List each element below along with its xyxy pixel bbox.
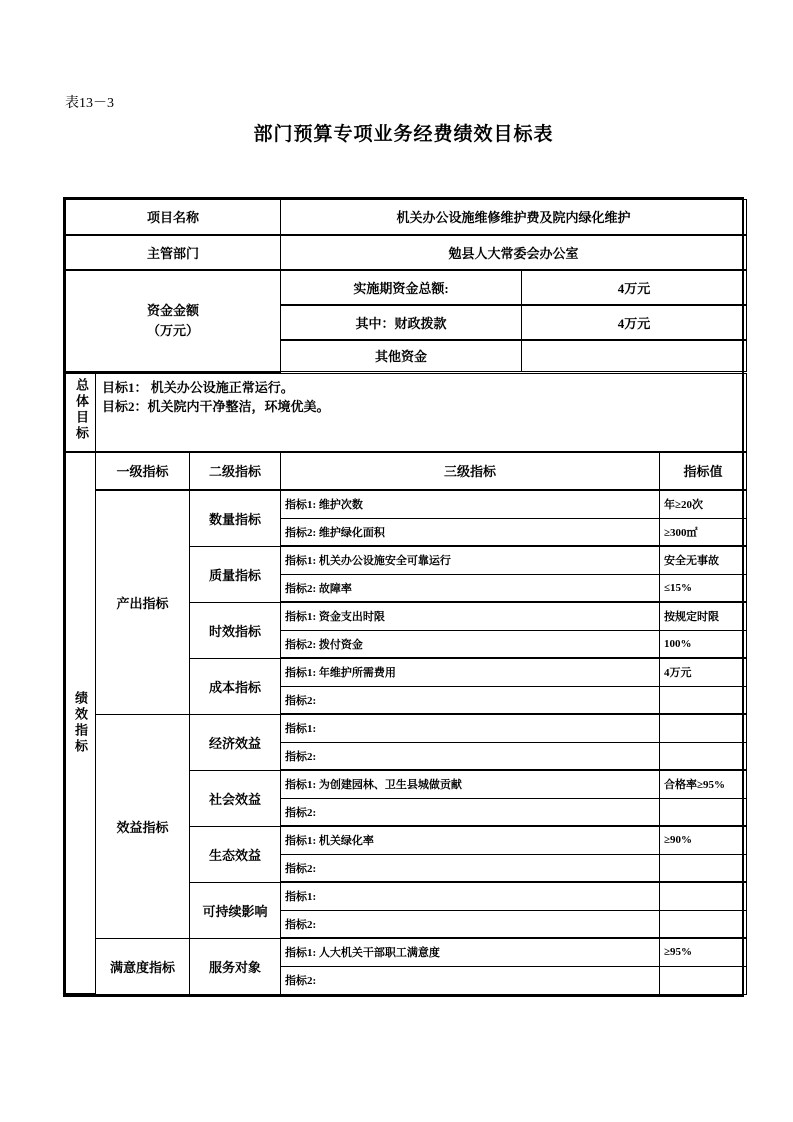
overall-goal-content <box>96 373 747 451</box>
fund-fiscal-label: 其中：财政拨款 <box>281 305 522 340</box>
overall-goal-2: 目标2：机关院内干净整洁，环境优美。 <box>102 399 330 414</box>
l3-cost-1: 指标1: 年维护所需费用 <box>281 658 660 686</box>
header-l3-indicator: 三级指标 <box>281 452 660 490</box>
l3-economic-1: 指标1: <box>281 714 660 742</box>
header-indicator-value: 指标值 <box>660 452 747 490</box>
value-service-2 <box>660 966 747 994</box>
dept-row <box>66 235 747 270</box>
fund-other-value <box>522 340 747 372</box>
l3-timeliness-1: 指标1: 资金支出时限 <box>281 602 660 630</box>
l3-sustain-1: 指标1: <box>281 882 660 910</box>
project-name-row <box>66 200 747 235</box>
value-timeliness-2: 100% <box>660 630 747 658</box>
l3-social-2: 指标2: <box>281 798 660 826</box>
budget-performance-table <box>63 197 744 997</box>
value-quantity-2: ≥300㎡ <box>660 518 747 546</box>
l2-sustainability: 可持续影响 <box>190 882 281 938</box>
info-table <box>65 199 747 373</box>
fund-fiscal-value: 4万元 <box>522 305 747 340</box>
l3-ecological-2: 指标2: <box>281 854 660 882</box>
value-quality-1: 安全无事故 <box>660 546 747 574</box>
value-ecological-1: ≥90% <box>660 826 747 854</box>
l3-social-1: 指标1: 为创建园林、卫生县城做贡献 <box>281 770 660 798</box>
l3-sustain-2: 指标2: <box>281 910 660 938</box>
form-number: 表13－3 <box>65 96 114 111</box>
l3-quantity-1: 指标1: 维护次数 <box>281 490 660 518</box>
l2-social: 社会效益 <box>190 770 281 826</box>
l2-cost: 成本指标 <box>190 658 281 714</box>
l2-service-target: 服务对象 <box>190 938 281 994</box>
value-sustain-2 <box>660 910 747 938</box>
value-cost-2 <box>660 686 747 714</box>
value-ecological-2 <box>660 854 747 882</box>
value-quality-2: ≤15% <box>660 574 747 602</box>
l3-quality-1: 指标1: 机关办公设施安全可靠运行 <box>281 546 660 574</box>
overall-goal-row <box>66 373 747 451</box>
value-economic-2 <box>660 742 747 770</box>
l1-output: 产出指标 <box>96 490 190 714</box>
l2-economic: 经济效益 <box>190 714 281 770</box>
fund-total-label: 实施期资金总额: <box>281 270 522 305</box>
dept-label: 主管部门 <box>66 235 281 270</box>
fund-total-value: 4万元 <box>522 270 747 305</box>
l3-timeliness-2: 指标2: 拨付资金 <box>281 630 660 658</box>
value-service-1: ≥95% <box>660 938 747 966</box>
overall-goal-1: 目标1： 机关办公设施正常运行。 <box>102 379 294 395</box>
value-cost-1: 4万元 <box>660 658 747 686</box>
value-social-1: 合格率≥95% <box>660 770 747 798</box>
value-economic-1 <box>660 714 747 742</box>
value-quantity-1: 年≥20次 <box>660 490 747 518</box>
l2-timeliness: 时效指标 <box>190 602 281 658</box>
performance-side-label <box>66 452 96 994</box>
l2-ecological: 生态效益 <box>190 826 281 882</box>
value-timeliness-1: 按规定时限 <box>660 602 747 630</box>
fund-total-row <box>66 270 747 305</box>
indicators-table <box>65 452 747 996</box>
l3-service-1: 指标1: 人大机关干部职工满意度 <box>281 938 660 966</box>
l3-cost-2: 指标2: <box>281 686 660 714</box>
page-title: 部门预算专项业务经费绩效目标表 <box>253 124 554 145</box>
row-service-1 <box>66 938 747 966</box>
l3-ecological-1: 指标1: 机关绿化率 <box>281 826 660 854</box>
l1-benefit: 效益指标 <box>96 714 190 938</box>
l3-quantity-2: 指标2: 维护绿化面积 <box>281 518 660 546</box>
l1-satisfaction: 满意度指标 <box>96 938 190 994</box>
performance-side-label-text: 绩效指标 <box>73 690 88 755</box>
fund-other-label: 其他资金 <box>281 340 522 372</box>
l3-quality-2: 指标2: 故障率 <box>281 574 660 602</box>
value-sustain-1 <box>660 882 747 910</box>
l3-service-2: 指标2: <box>281 966 660 994</box>
header-l2-indicator: 二级指标 <box>190 452 281 490</box>
fund-amount-label-line1: 资金金额 <box>146 303 199 318</box>
indicators-header-row <box>66 452 747 490</box>
l2-quantity: 数量指标 <box>190 490 281 546</box>
overall-goal-table <box>65 373 747 452</box>
dept-value: 勉县人大常委会办公室 <box>281 235 747 270</box>
l3-economic-2: 指标2: <box>281 742 660 770</box>
overall-goal-side-label <box>66 373 96 451</box>
value-social-2 <box>660 798 747 826</box>
header-l1-indicator: 一级指标 <box>96 452 190 490</box>
fund-amount-label-line2: （万元） <box>146 322 199 338</box>
project-name-label: 项目名称 <box>66 200 281 235</box>
row-economic-1 <box>66 714 747 742</box>
l2-quality: 质量指标 <box>190 546 281 602</box>
fund-amount-label <box>66 270 281 372</box>
project-name-value: 机关办公设施维修维护费及院内绿化维护 <box>281 200 747 235</box>
row-quantity-1 <box>66 490 747 518</box>
overall-goal-side-label-text: 总体目标 <box>74 377 89 442</box>
